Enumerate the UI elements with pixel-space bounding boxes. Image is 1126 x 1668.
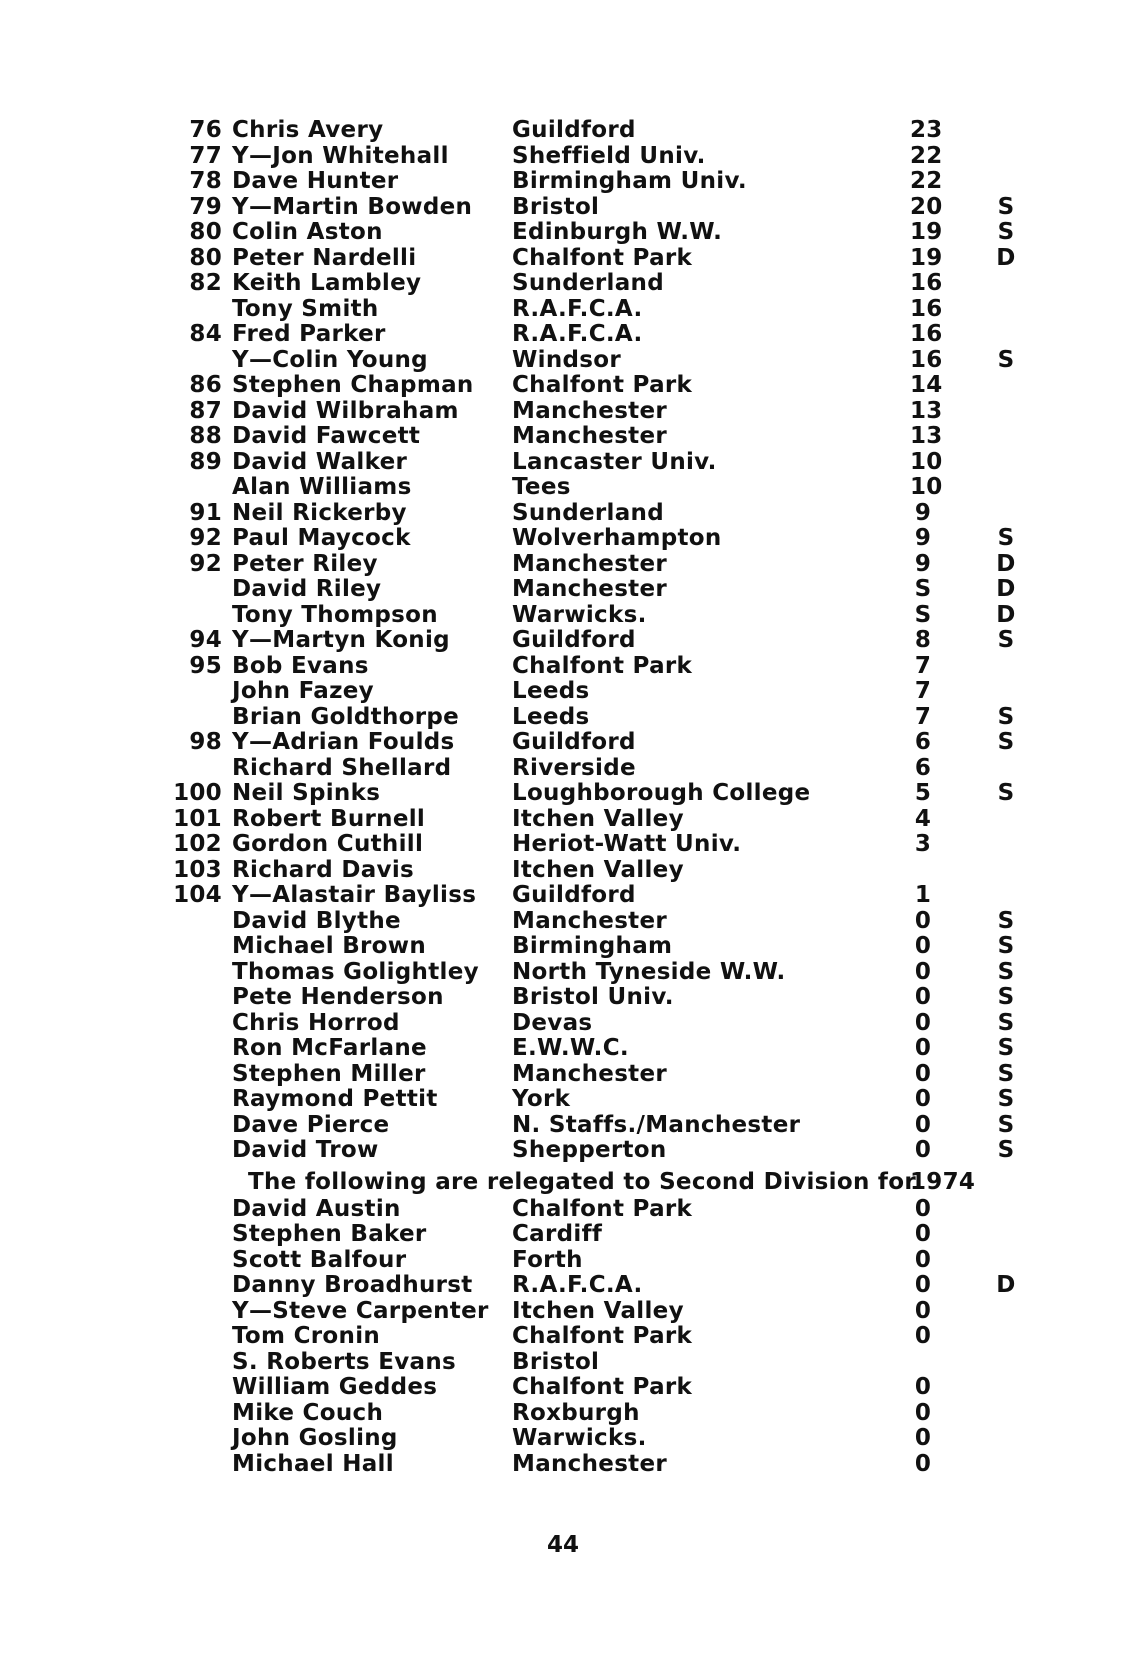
name-cell: David Riley [232,576,382,602]
position-cell: 78 [189,168,222,194]
position-cell: 101 [173,805,222,832]
name-cell: David Trow [232,1137,379,1163]
club-cell: Tees [512,474,571,500]
score-cell: 7 [914,678,932,704]
club-cell: Itchen Valley [512,856,684,883]
name-cell: Gordon Cuthill [232,831,424,857]
name-cell: Fred Parker [232,321,386,347]
table-row [150,1426,1050,1452]
table-row [150,1011,1050,1037]
score-cell: 0 [914,958,932,985]
club-cell: Warwicks. [512,1425,647,1451]
club-cell: Manchester [512,1060,668,1087]
name-cell: Y—Martyn Konig [232,627,450,653]
flag-cell: S [997,1111,1015,1138]
name-cell: Michael Hall [232,1450,394,1477]
relegation-year: 1974 [910,1168,976,1195]
position-cell: 82 [189,270,222,296]
table-row [150,1350,1050,1376]
flag-cell: S [997,1060,1015,1087]
club-cell: R.A.F.C.A. [512,295,643,322]
name-cell: Y—Steve Carpenter [232,1297,489,1324]
table-row [150,679,1050,705]
club-cell: Chalfont Park [512,1374,693,1400]
table-row [150,144,1050,170]
flag-cell: S [997,729,1015,755]
table-row [150,169,1050,195]
table-row [150,654,1050,680]
score-cell: 0 [914,1086,932,1112]
score-cell: 0 [914,1374,932,1400]
name-cell: Pete Henderson [232,984,444,1010]
flag-cell: S [997,1035,1015,1061]
position-cell: 80 [189,244,222,271]
table-row [150,577,1050,603]
score-cell: 1 [914,882,932,908]
table-row [150,424,1050,450]
score-cell: 0 [914,933,932,959]
table-row [150,373,1050,399]
club-cell: Warwicks. [512,601,647,628]
score-cell: 0 [914,1195,932,1222]
name-cell: Y—Adrian Foulds [232,729,455,755]
flag-cell: S [997,1137,1015,1163]
table-row [150,1248,1050,1274]
position-cell: 80 [189,219,222,245]
table-row [150,1087,1050,1113]
table-row [150,781,1050,807]
club-cell: North Tyneside W.W. [512,958,786,985]
flag-cell: S [997,346,1015,373]
flag-cell: S [997,525,1015,551]
table-row [150,450,1050,476]
club-cell: E.W.W.C. [512,1035,629,1061]
name-cell: Robert Burnell [232,805,426,832]
club-cell: Chalfont Park [512,1323,693,1349]
flag-cell: S [997,703,1015,730]
flag-cell: S [997,933,1015,959]
name-cell: Scott Balfour [232,1246,407,1273]
table-row [150,501,1050,527]
club-cell: Sheffield Univ. [512,142,706,169]
name-cell: Neil Spinks [232,780,381,806]
score-cell: 7 [914,652,932,679]
score-cell: 0 [914,1399,932,1426]
name-cell: Thomas Golightley [232,958,479,985]
table-row [150,1273,1050,1299]
score-cell: 6 [914,754,932,781]
score-cell: 6 [914,729,932,755]
position-cell: 79 [189,193,222,220]
name-cell: Neil Rickerby [232,499,407,526]
score-cell: S [914,576,932,602]
club-cell: Bristol [512,1348,600,1375]
position-cell: 77 [189,142,222,169]
score-cell: 16 [910,295,943,322]
score-cell: 19 [910,219,943,245]
score-cell: 9 [914,550,932,577]
name-cell: Peter Riley [232,550,378,577]
name-cell: David Austin [232,1195,401,1222]
score-cell: 8 [914,627,932,653]
club-cell: Loughborough College [512,780,811,806]
table-row [150,960,1050,986]
position-cell: 91 [189,499,222,526]
name-cell: Brian Goldthorpe [232,703,460,730]
table-row [150,1324,1050,1350]
name-cell: John Gosling [232,1425,398,1451]
name-cell: Richard Davis [232,856,415,883]
score-cell: 22 [910,168,943,194]
score-cell: 0 [914,1450,932,1477]
score-cell: 19 [910,244,943,271]
club-cell: Chalfont Park [512,1195,693,1222]
table-row [150,934,1050,960]
flag-cell: D [996,1272,1016,1298]
name-cell: Raymond Pettit [232,1086,438,1112]
flag-cell: S [997,219,1015,245]
club-cell: Guildford [512,117,636,143]
club-cell: Shepperton [512,1137,667,1163]
score-cell: 22 [910,142,943,169]
table-row [150,1036,1050,1062]
flag-cell: S [997,627,1015,653]
club-cell: Manchester [512,1450,668,1477]
table-row [150,1062,1050,1088]
club-cell: Itchen Valley [512,805,684,832]
name-cell: William Geddes [232,1374,438,1400]
score-cell: 0 [914,907,932,934]
score-cell: 0 [914,1060,932,1087]
name-cell: Stephen Baker [232,1221,427,1247]
table-row [150,322,1050,348]
flag-cell: D [996,550,1016,577]
name-cell: Richard Shellard [232,754,452,781]
flag-cell: S [997,780,1015,806]
table-row [150,909,1050,935]
table-row [150,883,1050,909]
name-cell: S. Roberts Evans [232,1348,457,1375]
club-cell: Birmingham Univ. [512,168,747,194]
name-cell: Stephen Chapman [232,372,474,398]
table-row [150,297,1050,323]
flag-cell: D [996,244,1016,271]
position-cell: 92 [189,525,222,551]
table-row [150,1375,1050,1401]
club-cell: N. Staffs./Manchester [512,1111,801,1138]
score-cell: 0 [914,1009,932,1036]
results-table [150,118,1050,1477]
table-row [150,1401,1050,1427]
position-cell: 102 [173,831,222,857]
club-cell: Sunderland [512,499,664,526]
position-cell: 103 [173,856,222,883]
club-cell: Windsor [512,346,622,373]
table-row [150,832,1050,858]
score-cell: 10 [910,448,943,475]
club-cell: Bristol [512,193,600,220]
club-cell: Lancaster Univ. [512,448,717,475]
position-cell: 88 [189,423,222,449]
relegation-heading-row [150,1168,1050,1197]
club-cell: Sunderland [512,270,664,296]
position-cell: 104 [173,882,222,908]
page-number: 44 [546,1532,579,1558]
club-cell: Leeds [512,703,590,730]
flag-cell: D [996,576,1016,602]
table-row [150,1138,1050,1164]
flag-cell: S [997,907,1015,934]
club-cell: Chalfont Park [512,652,693,679]
table-row [150,858,1050,884]
table-row [150,118,1050,144]
name-cell: Keith Lambley [232,270,422,296]
score-cell: 0 [914,1425,932,1451]
table-row [150,1452,1050,1478]
score-cell: 0 [914,1297,932,1324]
score-cell: 13 [910,397,943,424]
club-cell: Wolverhampton [512,525,722,551]
flag-cell: D [996,601,1016,628]
score-cell: 3 [914,831,932,857]
relegated-list [150,1197,1050,1478]
club-cell: R.A.F.C.A. [512,1272,643,1298]
club-cell: Chalfont Park [512,244,693,271]
name-cell: Chris Avery [232,117,384,143]
name-cell: Mike Couch [232,1399,384,1426]
table-row [150,807,1050,833]
position-cell: 87 [189,397,222,424]
name-cell: Chris Horrod [232,1009,400,1036]
club-cell: Manchester [512,550,668,577]
table-row [150,195,1050,221]
club-cell: Birmingham [512,933,673,959]
club-cell: R.A.F.C.A. [512,321,643,347]
table-row [150,246,1050,272]
position-cell: 94 [189,627,222,653]
club-cell: Manchester [512,576,668,602]
club-cell: Devas [512,1009,593,1036]
flag-cell: S [997,193,1015,220]
table-row [150,603,1050,629]
flag-cell: S [997,984,1015,1010]
table-row [150,628,1050,654]
score-cell: 0 [914,1137,932,1163]
score-cell: 7 [914,703,932,730]
name-cell: Dave Pierce [232,1111,390,1138]
score-cell: 0 [914,1323,932,1349]
name-cell: Y—Jon Whitehall [232,142,449,169]
club-cell: Riverside [512,754,636,781]
club-cell: Guildford [512,882,636,908]
position-cell: 86 [189,372,222,398]
name-cell: Danny Broadhurst [232,1272,473,1298]
club-cell: Forth [512,1246,583,1273]
name-cell: Y—Colin Young [232,346,428,373]
score-cell: 9 [914,499,932,526]
score-cell: 4 [914,805,932,832]
score-cell: 16 [910,270,943,296]
score-cell: 10 [910,474,943,500]
table-row [150,1222,1050,1248]
score-cell: 23 [910,117,943,143]
club-cell: Chalfont Park [512,372,693,398]
entries-list [150,118,1050,1164]
score-cell: 0 [914,1246,932,1273]
name-cell: Tony Smith [232,295,379,322]
name-cell: Y—Alastair Bayliss [232,882,477,908]
score-cell: 0 [914,1221,932,1247]
name-cell: Peter Nardelli [232,244,417,271]
name-cell: Bob Evans [232,652,369,679]
club-cell: Manchester [512,423,668,449]
table-row [150,1299,1050,1325]
score-cell: 9 [914,525,932,551]
name-cell: David Walker [232,448,408,475]
position-cell: 92 [189,550,222,577]
name-cell: Michael Brown [232,933,426,959]
name-cell: David Fawcett [232,423,421,449]
table-row [150,1113,1050,1139]
table-row [150,271,1050,297]
flag-cell: S [997,1086,1015,1112]
score-cell: 16 [910,321,943,347]
name-cell: Dave Hunter [232,168,399,194]
table-row [150,756,1050,782]
flag-cell: S [997,958,1015,985]
table-row [150,985,1050,1011]
position-cell: 98 [189,729,222,755]
club-cell: Edinburgh W.W. [512,219,723,245]
club-cell: Guildford [512,729,636,755]
score-cell: 0 [914,1035,932,1061]
club-cell: Itchen Valley [512,1297,684,1324]
flag-cell: S [997,1009,1015,1036]
score-cell: 20 [910,193,943,220]
name-cell: Y—Martin Bowden [232,193,473,220]
position-cell: 76 [189,117,222,143]
name-cell: Alan Williams [232,474,412,500]
score-cell: 5 [914,780,932,806]
club-cell: Roxburgh [512,1399,640,1426]
score-cell: 16 [910,346,943,373]
club-cell: Heriot-Watt Univ. [512,831,742,857]
score-cell: 0 [914,1111,932,1138]
score-cell: 0 [914,1272,932,1298]
name-cell: John Fazey [232,678,374,704]
club-cell: Bristol Univ. [512,984,674,1010]
name-cell: Stephen Miller [232,1060,426,1087]
table-row [150,552,1050,578]
score-cell: 13 [910,423,943,449]
club-cell: Manchester [512,907,668,934]
table-row [150,526,1050,552]
table-row [150,348,1050,374]
name-cell: David Blythe [232,907,401,934]
club-cell: Leeds [512,678,590,704]
name-cell: Tom Cronin [232,1323,381,1349]
club-cell: Manchester [512,397,668,424]
table-row [150,705,1050,731]
name-cell: David Wilbraham [232,397,459,424]
name-cell: Paul Maycock [232,525,411,551]
table-row [150,220,1050,246]
position-cell: 84 [189,321,222,347]
table-row [150,475,1050,501]
name-cell: Colin Aston [232,219,383,245]
table-row [150,1197,1050,1223]
position-cell: 89 [189,448,222,475]
score-cell: S [914,601,932,628]
score-cell: 0 [914,984,932,1010]
name-cell: Tony Thompson [232,601,438,628]
club-cell: York [512,1086,571,1112]
club-cell: Cardiff [512,1221,603,1247]
position-cell: 100 [173,780,222,806]
score-cell: 14 [910,372,943,398]
table-row [150,399,1050,425]
position-cell: 95 [189,652,222,679]
club-cell: Guildford [512,627,636,653]
table-row [150,730,1050,756]
name-cell: Ron McFarlane [232,1035,427,1061]
relegation-heading: The following are relegated to Second Division for [248,1168,916,1195]
